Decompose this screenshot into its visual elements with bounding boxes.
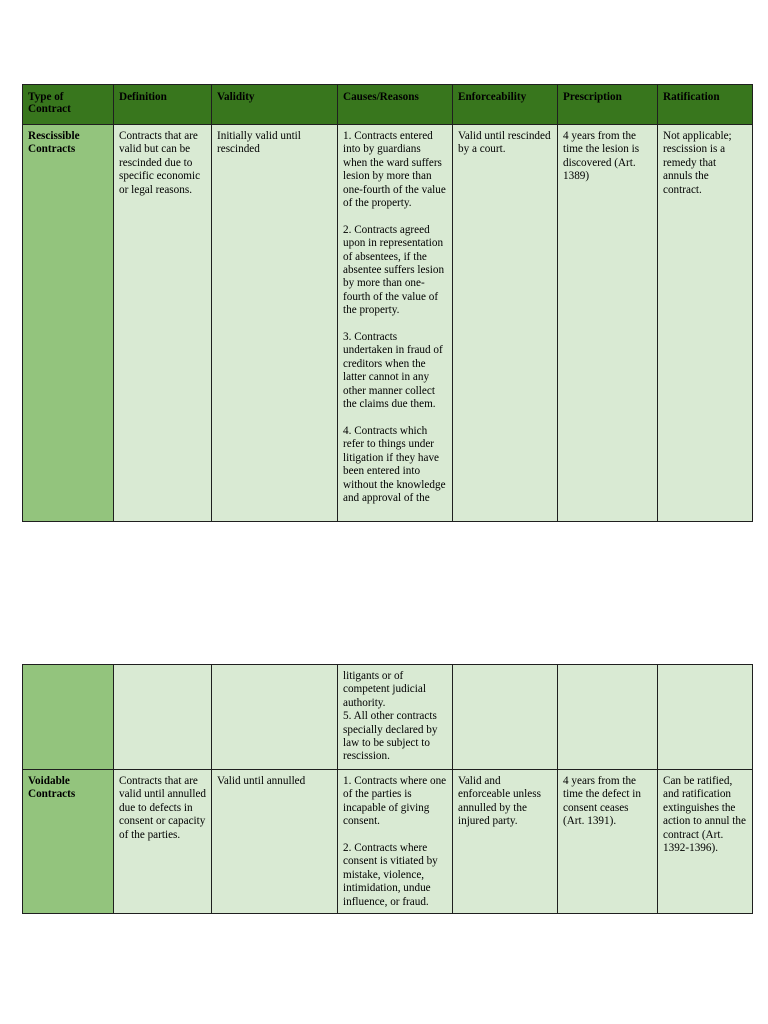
rescissible-enforceability-cell: Valid until rescinded by a court.	[453, 125, 558, 522]
rescissible-cause-2: 2. Contracts agreed upon in representation of absentees, if the absentee suffers lesion by more than one-fourth of the value of the property.	[343, 223, 445, 317]
voidable-type-cell: Voidable Contracts	[23, 770, 114, 914]
rescissible-cause-4: 4. Contracts which refer to things under litigation if they have been entered into without the knowledge and approval of the	[343, 424, 446, 504]
voidable-causes-cell	[338, 770, 453, 914]
rescissible-prescription-cell: 4 years from the time the lesion is discovered (Art. 1389)	[558, 125, 658, 522]
rescissible-prescription-cell-continued	[558, 665, 658, 770]
rescissible-causes-cell	[338, 125, 453, 522]
rescissible-ratification-cell-continued	[658, 665, 753, 770]
voidable-cause-2: 2. Contracts where consent is vitiated by mistake, violence, intimidation, undue influence, or fraud.	[343, 842, 438, 908]
voidable-cause-1: 1. Contracts where one of the parties is incapable of giving consent.	[343, 775, 447, 828]
header-type-of-contract: Type of Contract	[23, 85, 114, 125]
rescissible-validity-cell: Initially valid until rescinded	[212, 125, 338, 522]
table-row-rescissible-continued	[23, 665, 753, 770]
voidable-prescription-cell: 4 years from the time the defect in consent ceases (Art. 1391).	[558, 770, 658, 914]
rescissible-type-cell: Rescissible Contracts	[23, 125, 114, 522]
table-row-voidable	[23, 770, 753, 914]
rescissible-cause-3: 3. Contracts undertaken in fraud of creditors when the latter cannot in any other manner collect the claims due them.	[343, 331, 443, 411]
rescissible-cause-1: 1. Contracts entered into by guardians when the ward suffers lesion by more than one-fourth of the value of the property.	[343, 130, 446, 210]
rescissible-cause-4-continued: litigants or of competent judicial authority.	[343, 670, 426, 709]
rescissible-cause-5: 5. All other contracts specially declared by law to be subject to rescission.	[343, 710, 438, 763]
header-enforceability: Enforceability	[453, 85, 558, 125]
contracts-table-part-1	[22, 84, 753, 522]
rescissible-ratification-cell: Not applicable; rescission is a remedy that annuls the contract.	[658, 125, 753, 522]
header-prescription: Prescription	[558, 85, 658, 125]
rescissible-causes-cell-continued	[338, 665, 453, 770]
voidable-definition-cell: Contracts that are valid until annulled due to defects in consent or capacity of the parties.	[114, 770, 212, 914]
voidable-validity-cell: Valid until annulled	[212, 770, 338, 914]
header-validity: Validity	[212, 85, 338, 125]
header-definition: Definition	[114, 85, 212, 125]
rescissible-type-cell-continued	[23, 665, 114, 770]
rescissible-enforceability-cell-continued	[453, 665, 558, 770]
voidable-ratification-cell: Can be ratified, and ratification extinguishes the action to annul the contract (Art. 1392-1396).	[658, 770, 753, 914]
rescissible-validity-cell-continued	[212, 665, 338, 770]
rescissible-definition-cell: Contracts that are valid but can be rescinded due to specific economic or legal reasons.	[114, 125, 212, 522]
table-row-rescissible	[23, 125, 753, 522]
rescissible-definition-cell-continued	[114, 665, 212, 770]
table-header-row	[23, 85, 753, 125]
voidable-enforceability-cell: Valid and enforceable unless annulled by the injured party.	[453, 770, 558, 914]
header-ratification: Ratification	[658, 85, 753, 125]
header-causes-reasons: Causes/Reasons	[338, 85, 453, 125]
contracts-table-part-2	[22, 664, 753, 914]
